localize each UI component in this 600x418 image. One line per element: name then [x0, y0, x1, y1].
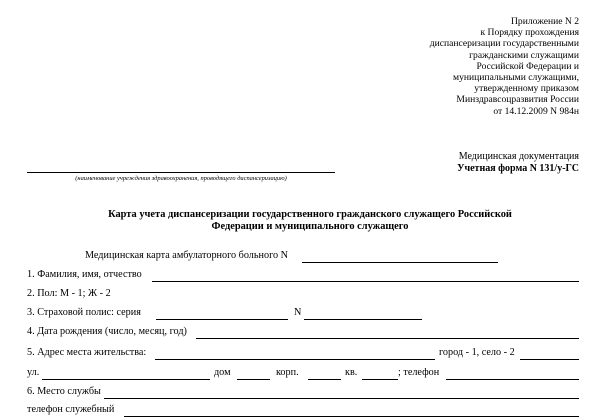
- insurance-label: 3. Страховой полис: серия: [27, 307, 141, 318]
- house-field[interactable]: [237, 379, 270, 380]
- form-title-line2: Федерации и муниципального служащего: [211, 221, 409, 232]
- street-field[interactable]: [42, 379, 210, 380]
- outpatient-card-field[interactable]: [302, 262, 498, 263]
- phone-label: ; телефон: [398, 367, 440, 378]
- workplace-field[interactable]: [104, 398, 579, 399]
- birth-date-field[interactable]: [196, 338, 579, 339]
- apartment-label: кв.: [345, 367, 358, 378]
- appendix-line: Российской Федерации и: [476, 60, 579, 72]
- city-village-label: город - 1, село - 2: [439, 347, 515, 358]
- appendix-line: гражданскими служащими: [469, 49, 579, 61]
- sex-label: 2. Пол: М - 1; Ж - 2: [27, 288, 111, 299]
- building-field[interactable]: [308, 379, 341, 380]
- insurance-number-label: N: [294, 307, 302, 318]
- outpatient-card-label: Медицинская карта амбулаторного больного N: [85, 250, 289, 261]
- work-phone-field[interactable]: [124, 416, 579, 417]
- apartment-field[interactable]: [362, 379, 398, 380]
- form-title-line1: Карта учета диспансеризации государственного гражданского служащего Российской: [108, 209, 512, 220]
- building-label: корп.: [276, 367, 299, 378]
- institution-field[interactable]: [27, 172, 335, 173]
- insurance-series-field[interactable]: [156, 319, 288, 320]
- name-label: 1. Фамилия, имя, отчество: [27, 269, 142, 280]
- phone-field[interactable]: [446, 379, 579, 380]
- appendix-line: утвержденному приказом: [474, 83, 579, 95]
- address-field[interactable]: [155, 359, 435, 360]
- street-label: ул.: [27, 367, 40, 378]
- insurance-number-field[interactable]: [304, 319, 422, 320]
- medical-doc-label: Медицинская документация: [458, 151, 579, 162]
- work-phone-label: телефон служебный: [27, 404, 115, 415]
- appendix-line: диспансеризации государственными: [429, 38, 579, 50]
- institution-caption: (наименование учреждения здравоохранения, проводящего диспансеризацию): [75, 175, 287, 182]
- appendix-line: к Порядку прохождения: [480, 27, 579, 39]
- city-village-field[interactable]: [520, 359, 579, 360]
- appendix-note: [379, 16, 579, 117]
- name-field[interactable]: [152, 281, 579, 282]
- form-number: Учетная форма N 131/у-ГС: [457, 163, 579, 174]
- appendix-line: от 14.12.2009 N 984н: [493, 105, 579, 117]
- appendix-line: Приложение N 2: [510, 16, 579, 27]
- house-label: дом: [214, 367, 231, 378]
- workplace-label: 6. Место службы: [27, 386, 101, 397]
- address-label: 5. Адрес места жительства:: [27, 347, 147, 358]
- appendix-line: муниципальными служащими,: [453, 72, 579, 84]
- birth-date-label: 4. Дата рождения (число, месяц, год): [27, 326, 187, 337]
- appendix-line: Минздравсоцразвития России: [456, 94, 579, 106]
